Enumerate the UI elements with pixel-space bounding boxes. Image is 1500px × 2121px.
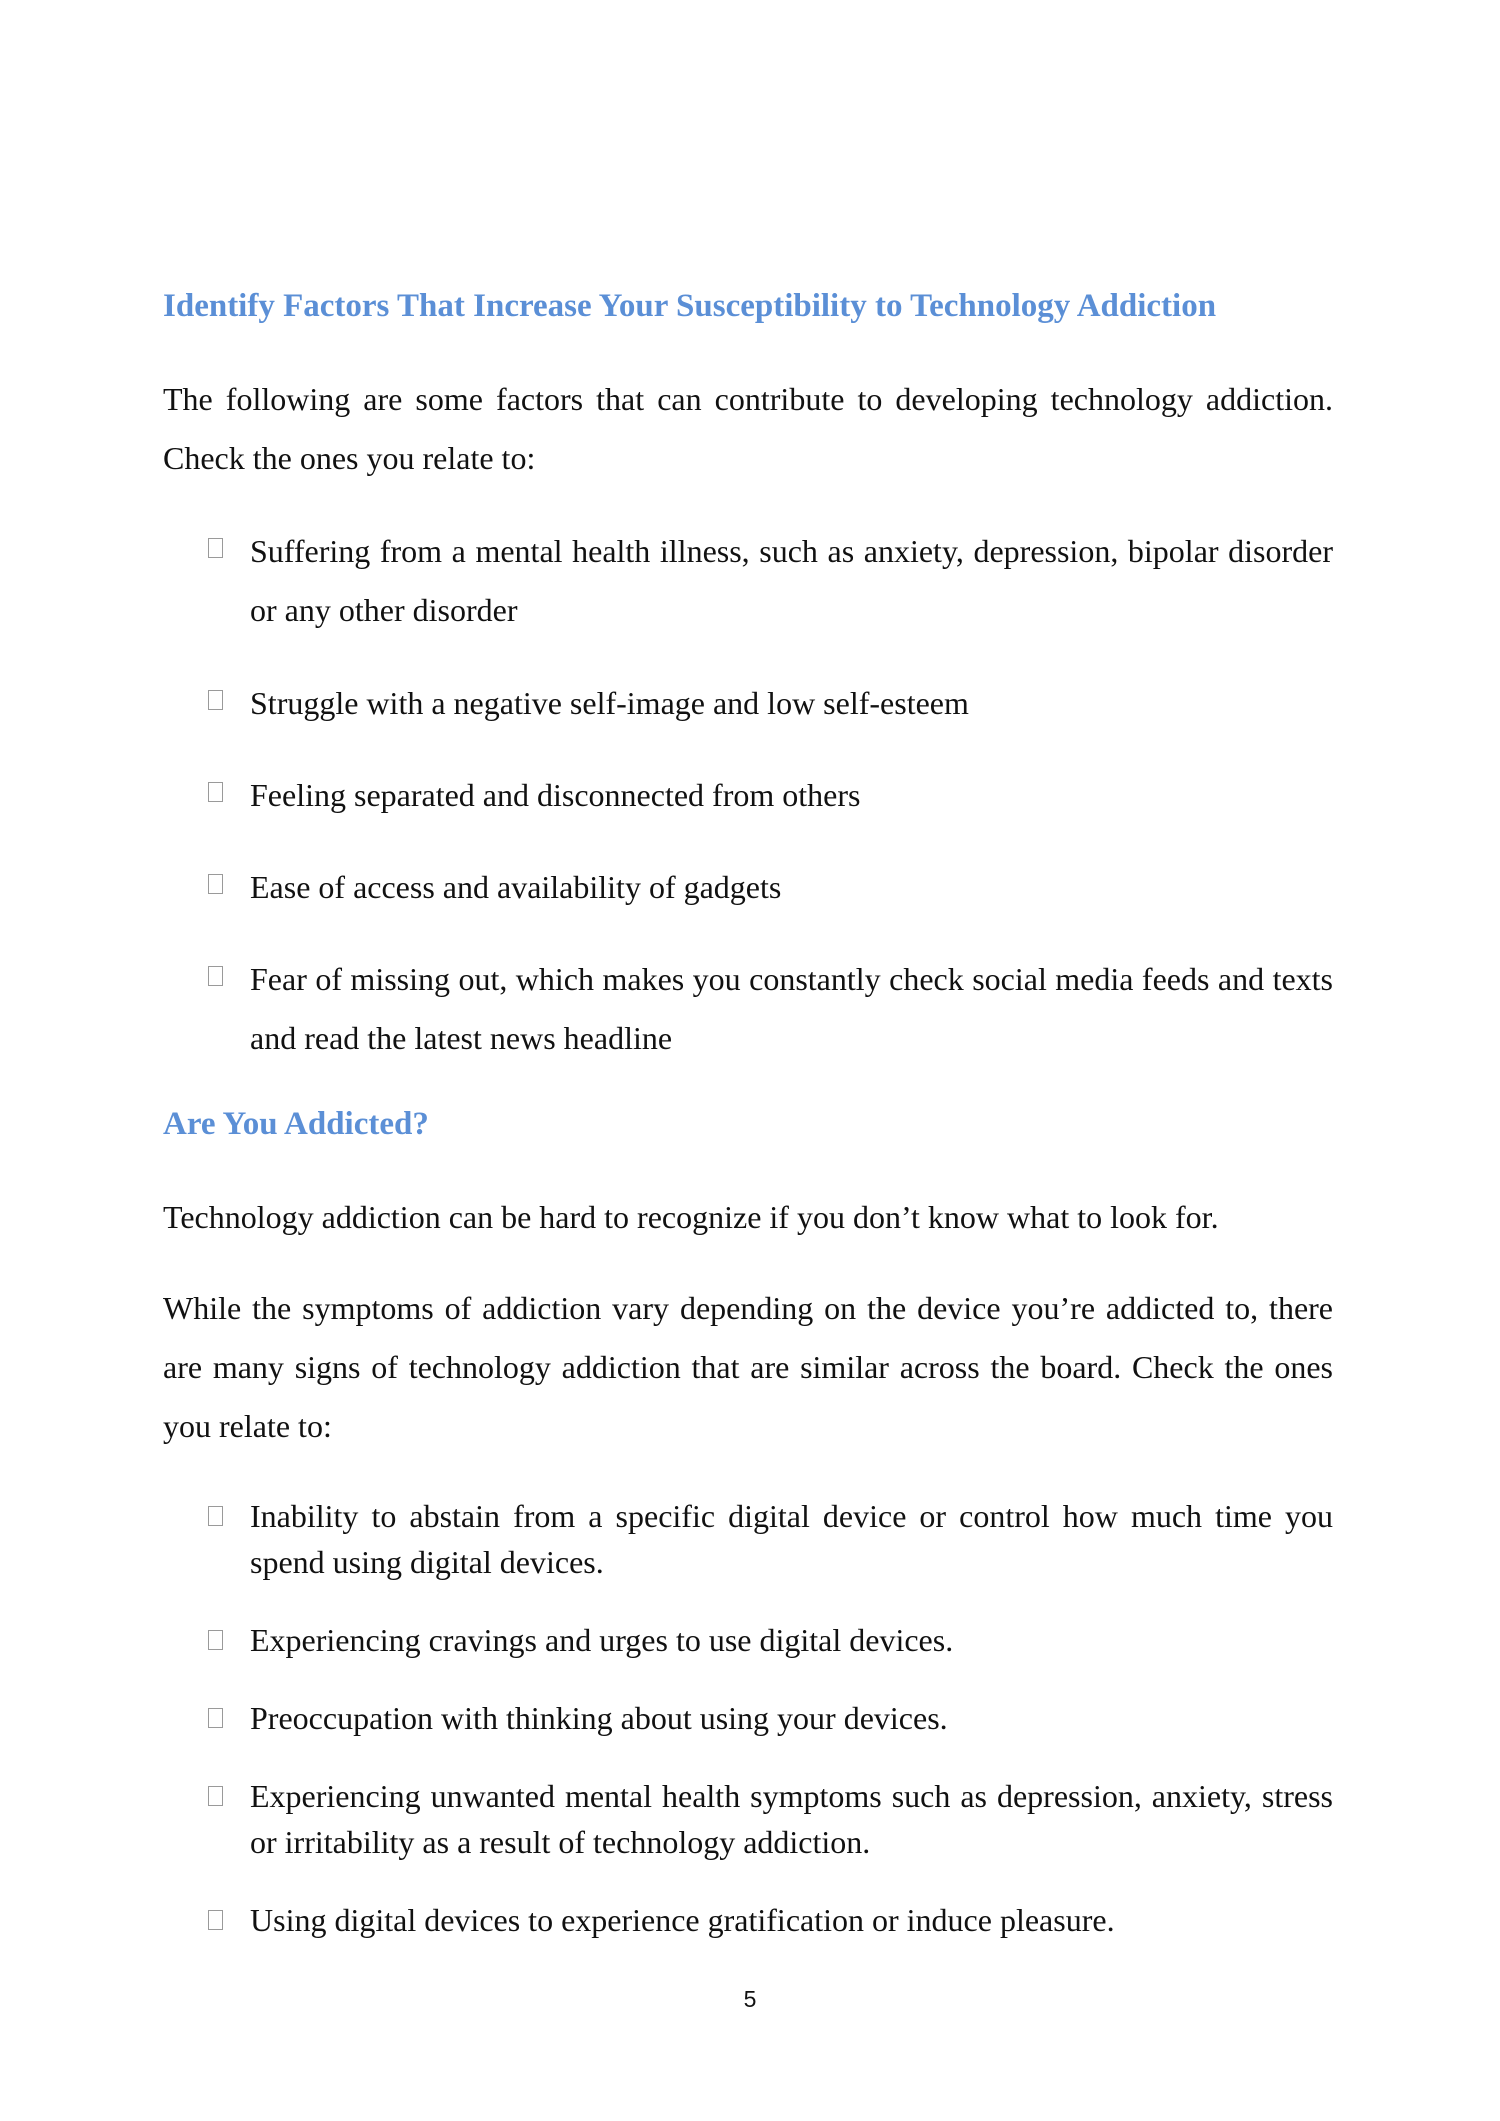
checklist-item	[208, 1493, 1333, 1585]
page-number: 5	[743, 1986, 757, 2012]
checkbox[interactable]	[208, 538, 223, 558]
checklist-item	[208, 1773, 1333, 1865]
checkbox[interactable]	[208, 1786, 223, 1806]
checklist-item-text: Experiencing unwanted mental health symptoms such as depression, anxiety, stress or irritability as a result of technology addiction.	[250, 1778, 1333, 1860]
section-heading-addicted: Are You Addicted?	[163, 1106, 429, 1142]
checklist-item	[208, 522, 1333, 640]
checklist-item	[208, 858, 1333, 917]
checkbox[interactable]	[208, 782, 223, 802]
paragraph-symptoms: While the symptoms of addiction vary depending on the device you’re addicted to, there are many signs of technology addiction that are similar across the board. Check the ones you relate to:	[163, 1290, 1333, 1444]
checklist-item-text: Experiencing cravings and urges to use digital devices.	[250, 1622, 954, 1658]
section-heading-susceptibility: Identify Factors That Increase Your Susceptibility to Technology Addiction	[163, 288, 1217, 324]
checkbox[interactable]	[208, 1506, 223, 1526]
checklist-item-text: Fear of missing out, which makes you constantly check social media feeds and texts and read the latest news headline	[250, 961, 1333, 1056]
checkbox[interactable]	[208, 966, 223, 986]
intro-paragraph: The following are some factors that can contribute to developing technology addiction. Check the ones you relate to:	[163, 381, 1333, 476]
checklist-item-text: Preoccupation with thinking about using your devices.	[250, 1700, 948, 1736]
checklist-item-text: Feeling separated and disconnected from others	[250, 777, 861, 813]
checkbox[interactable]	[208, 1708, 223, 1728]
checklist-item	[208, 1897, 1333, 1943]
checklist-item-text: Ease of access and availability of gadgets	[250, 869, 782, 905]
checkbox[interactable]	[208, 874, 223, 894]
checklist-item-text: Struggle with a negative self-image and low self-esteem	[250, 685, 969, 721]
paragraph-recognize: Technology addiction can be hard to recognize if you don’t know what to look for.	[163, 1199, 1219, 1235]
checklist-item	[208, 950, 1333, 1068]
checkbox[interactable]	[208, 1630, 223, 1650]
checklist-item	[208, 674, 1333, 733]
checklist-item-text: Suffering from a mental health illness, such as anxiety, depression, bipolar disorder or any other disorder	[250, 533, 1333, 628]
checklist-item	[208, 766, 1333, 825]
checklist-item-text: Using digital devices to experience gratification or induce pleasure.	[250, 1902, 1115, 1938]
checklist-item	[208, 1617, 1333, 1663]
checklist-item	[208, 1695, 1333, 1741]
checkbox[interactable]	[208, 690, 223, 710]
checklist-item-text: Inability to abstain from a specific digital device or control how much time you spend using digital devices.	[250, 1498, 1333, 1580]
checkbox[interactable]	[208, 1910, 223, 1930]
